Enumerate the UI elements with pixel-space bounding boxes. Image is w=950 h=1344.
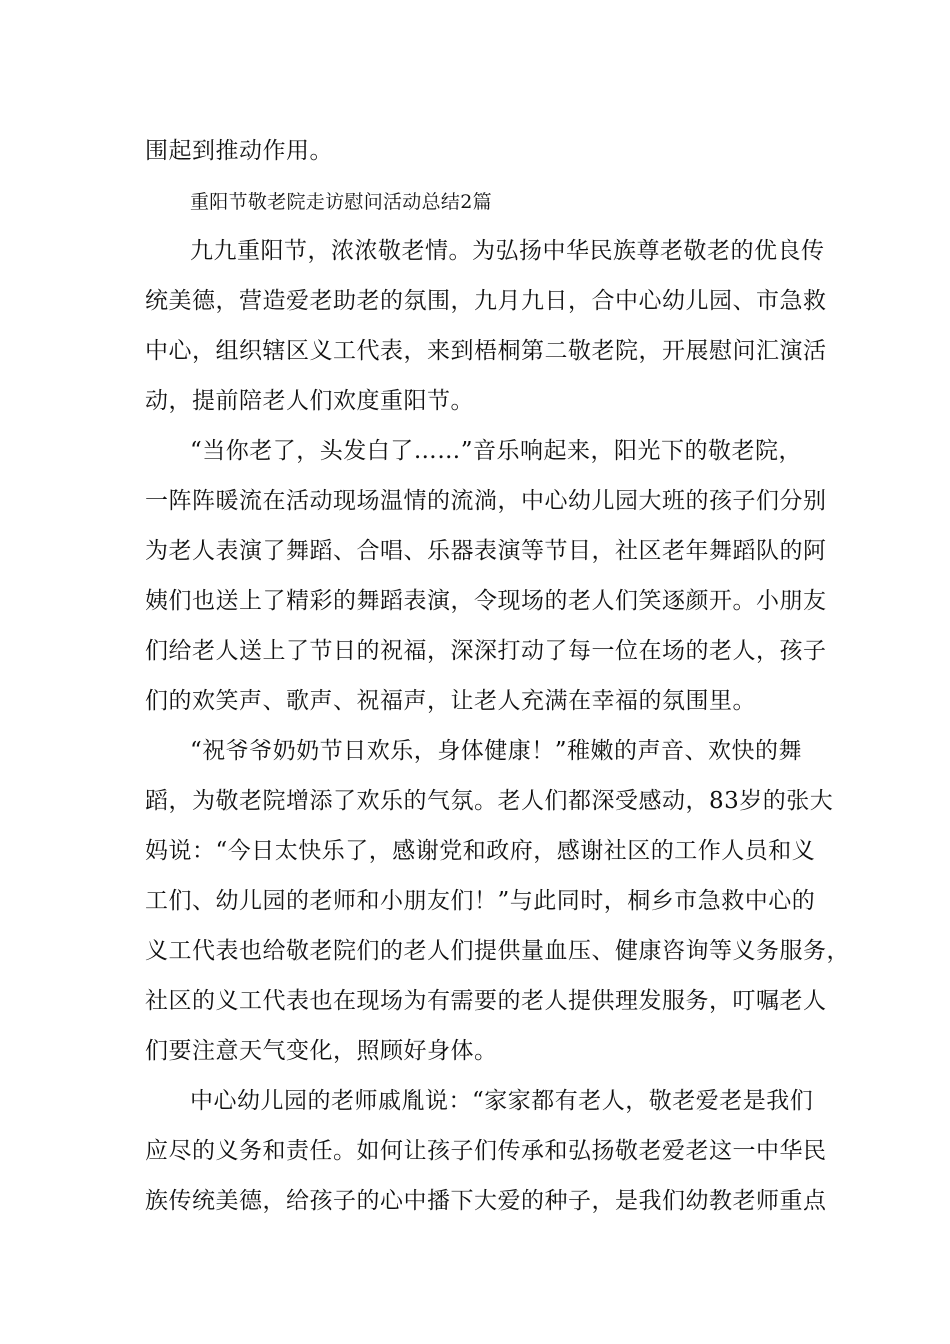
text-line: 妈说：“今日太快乐了，感谢党和政府，感谢社区的工作人员和义 xyxy=(145,838,816,864)
text-line: 一阵阵暖流在活动现场温情的流淌，中心幼儿园大班的孩子们分别 xyxy=(145,488,827,514)
text-line: 们要注意天气变化，照顾好身体。 xyxy=(145,1038,498,1064)
text-line: 社区的义工代表也在现场为有需要的老人提供理发服务，叮嘱老人 xyxy=(145,988,827,1014)
paragraph-line: 九九重阳节，浓浓敬老情。为弘扬中华民族尊老敬老的优良传 xyxy=(190,238,825,264)
text-line: 为老人表演了舞蹈、合唱、乐器表演等节目，社区老年舞蹈队的阿 xyxy=(145,538,827,564)
text-line: 们给老人送上了节日的祝福，深深打动了每一位在场的老人，孩子 xyxy=(145,638,827,664)
text-line: 工们、幼儿园的老师和小朋友们！”与此同时，桐乡市急救中心的 xyxy=(145,888,816,914)
text-line: 围起到推动作用。 xyxy=(145,138,333,164)
paragraph-line: “当你老了，头发白了……”音乐响起来，阳光下的敬老院， xyxy=(190,438,803,464)
paragraph-line: 中心幼儿园的老师戚胤说：“家家都有老人，敬老爱老是我们 xyxy=(190,1088,814,1114)
section-heading: 重阳节敬老院走访慰问活动总结2篇 xyxy=(190,191,492,213)
text-line: 中心，组织辖区义工代表，来到梧桐第二敬老院，开展慰问汇演活 xyxy=(145,338,827,364)
paragraph-line: “祝爷爷奶奶节日欢乐，身体健康！”稚嫩的声音、欢快的舞 xyxy=(190,738,803,764)
text-line: 姨们也送上了精彩的舞蹈表演，令现场的老人们笑逐颜开。小朋友 xyxy=(145,588,827,614)
text-line: 义工代表也给敬老院们的老人们提供量血压、健康咨询等义务服务， xyxy=(145,938,850,964)
text-line: 应尽的义务和责任。如何让孩子们传承和弘扬敬老爱老这一中华民 xyxy=(145,1138,827,1164)
text-line: 族传统美德，给孩子的心中播下大爱的种子，是我们幼教老师重点 xyxy=(145,1188,827,1214)
text-line: 统美德，营造爱老助老的氛围，九月九日，合中心幼儿园、市急救 xyxy=(145,288,827,314)
text-line: 动，提前陪老人们欢度重阳节。 xyxy=(145,388,474,414)
text-line: 蹈，为敬老院增添了欢乐的气氛。老人们都深受感动，83岁的张大 xyxy=(145,788,834,814)
text-line: 们的欢笑声、歌声、祝福声，让老人充满在幸福的氛围里。 xyxy=(145,688,756,714)
